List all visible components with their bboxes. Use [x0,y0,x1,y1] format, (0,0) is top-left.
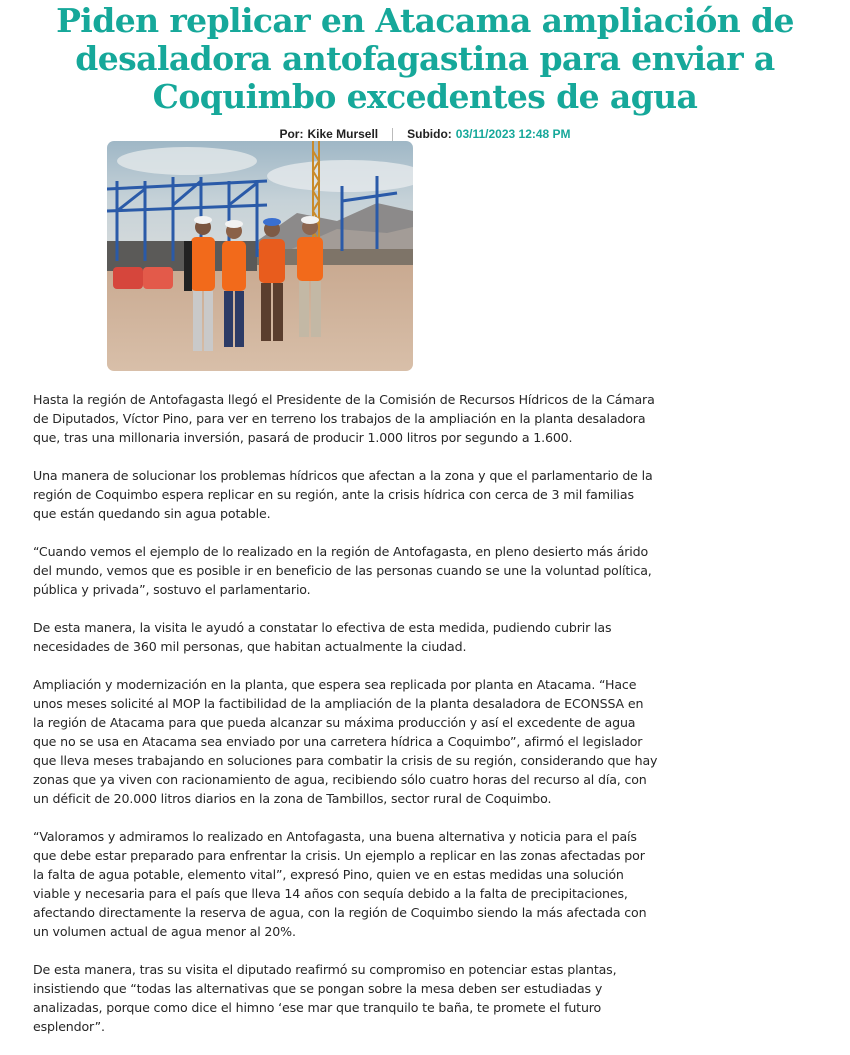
article-title: Piden replicar en Atacama ampliación de desaladora antofagastina para enviar a Coquimbo excedentes de agua [56,1,794,116]
byline [0,126,850,142]
paragraph: De esta manera, la visita le ayudó a constatar lo efectiva de esta medida, pudiendo cubrir las necesidades de 360 mil personas, que habitan actualmente la ciudad. [33,620,612,654]
paragraph: Ampliación y modernización en la planta, que espera sea replicada por planta en Atacama. “Hace unos meses solicité al MOP la factibilidad de la ampliación de la planta desaladora de ECONSSA en la región de Atacama para que pueda alcanzar su máxima producción y así el excedente de agua que no se usa en Atacama sea enviado por una carretera hídrica a Coquimbo”, afirmó el legislador que lleva meses trabajando en soluciones para combatir la crisis de su región, considerando que hay zonas que ya viven con racionamiento de agua, recibiendo sólo cuatro horas del recurso al día, con un déficit de 20.000 litros diarios en la zona de Tambillos, sector rural de Coquimbo. [33,677,658,806]
uploaded-label: Subido: [407,127,452,141]
author-label: Por: [279,127,304,141]
article-body [33,390,658,1055]
article-photo [107,141,413,371]
paragraph: Hasta la región de Antofagasta llegó el Presidente de la Comisión de Recursos Hídricos de la Cámara de Diputados, Víctor Pino, para ver en terreno los trabajos de la ampliación en la planta desaladora que, tras una millonaria inversión, pasará de producir 1.000 litros por segundo a 1.600. [33,392,655,445]
author-name[interactable]: Kike Mursell [307,127,379,141]
byline-divider [392,128,393,142]
paragraph: “Valoramos y admiramos lo realizado en Antofagasta, una buena alternativa y noticia para el país que debe estar preparado para enfrentar la crisis. Un ejemplo a replicar en las zonas afectadas por la falta de agua potable, elemento vital”, expresó Pino, quien ve en estas medidas una solución viable y necesaria para el país que lleva 14 años con sequía debido a la falta de precipitaciones, afectando directamente la reserva de agua, con la región de Coquimbo siendo la más afectada con un volumen actual de agua menor al 20%. [33,829,647,939]
uploaded-date: 03/11/2023 12:48 PM [455,127,571,141]
paragraph: Una manera de solucionar los problemas hídricos que afectan a la zona y que el parlamentario de la región de Coquimbo espera replicar en su región, ante la crisis hídrica con cerca de 3 mil familias que están quedando sin agua potable. [33,468,653,521]
paragraph: De esta manera, tras su visita el diputado reafirmó su compromiso en potenciar estas plantas, insistiendo que “todas las alternativas que se pongan sobre la mesa deben ser estudiadas y analizadas, porque como dice el himno ‘ese mar que tranquilo te baña, te promete el futuro esplendor”. [33,962,617,1034]
paragraph: “Cuando vemos el ejemplo de lo realizado en la región de Antofagasta, en pleno desierto más árido del mundo, vemos que es posible ir en beneficio de las personas cuando se une la voluntad política, pública y privada”, sostuvo el parlamentario. [33,544,652,597]
